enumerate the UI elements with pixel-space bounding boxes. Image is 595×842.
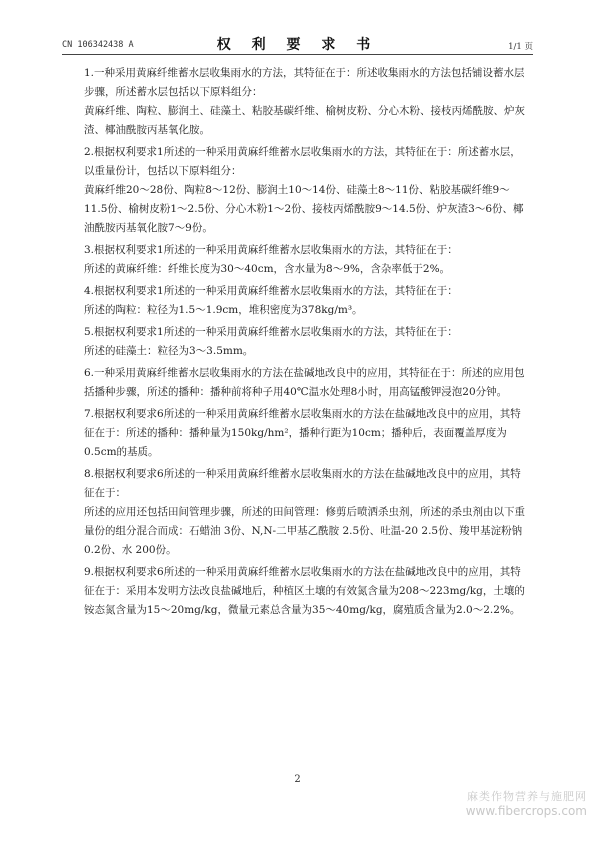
claim-5-detail: 所述的硅藻土：粒径为3～3.5mm。 bbox=[84, 345, 254, 357]
publication-number: CN 106342438 A bbox=[62, 40, 134, 50]
claim-4-text: 4.根据权利要求1所述的一种采用黄麻纤维蓄水层收集雨水的方法，其特征在于： bbox=[84, 285, 458, 297]
claim-1-components: 黄麻纤维、陶粒、膨润土、硅藻土、粘胶基碳纤维、榆树皮粉、分心木粉、接枝丙烯酰胺、炉灰渣、椰油酰胺丙基氧化胺。 bbox=[84, 105, 525, 136]
header-rule bbox=[62, 54, 533, 55]
watermark-site-name: 麻类作物营养与施肥网 bbox=[467, 790, 587, 803]
page-number: 2 bbox=[294, 774, 301, 785]
claim-3-detail: 所述的黄麻纤维：纤维长度为30～40cm，含水量为8～9%，含杂率低于2%。 bbox=[84, 263, 451, 275]
watermark-url: www.fibercrops.com bbox=[465, 804, 587, 818]
document-title: 权 利 要 求 书 bbox=[216, 37, 379, 53]
claim-3-text: 3.根据权利要求1所述的一种采用黄麻纤维蓄水层收集雨水的方法，其特征在于： bbox=[84, 244, 458, 256]
claim-1-text: 1.一种采用黄麻纤维蓄水层收集雨水的方法，其特征在于：所述收集雨水的方法包括铺设蓄水层步骤，所述蓄水层包括以下原料组分： bbox=[84, 67, 525, 98]
claim-4-detail: 所述的陶粒：粒径为1.5～1.9cm，堆积密度为378kg/m³。 bbox=[84, 304, 363, 316]
claim-2-components: 黄麻纤维20～28份、陶粒8～12份、膨润土10～14份、硅藻土8～11份、粘胶基碳纤维9～11.5份、榆树皮粉1～2.5份、分心木粉1～2份、接枝丙烯酰胺9～14.5份、炉灰渣3～6份、椰油酰胺丙基氧化胺7～9份。 bbox=[84, 184, 524, 234]
claim-5-text: 5.根据权利要求1所述的一种采用黄麻纤维蓄水层收集雨水的方法，其特征在于： bbox=[84, 326, 458, 338]
claim-8-detail: 所述的应用还包括田间管理步骤，所述的田间管理：修剪后喷洒杀虫剂，所述的杀虫剂由以下重量份的组分混合而成：石蜡油 3份、N,N-二甲基乙酰胺 2.5份、吐温-20 2.5份、羧甲基淀粉钠 0.2份、水 200份。 bbox=[84, 506, 525, 556]
claim-2-text: 2.根据权利要求1所述的一种采用黄麻纤维蓄水层收集雨水的方法，其特征在于：所述蓄水层，以重量份计，包括以下原料组分： bbox=[84, 146, 521, 177]
page-indicator: 1/1 页 bbox=[508, 42, 533, 52]
site-watermark bbox=[466, 790, 587, 818]
claims-body bbox=[84, 64, 529, 620]
page-header bbox=[62, 28, 533, 52]
claim-8-text: 8.根据权利要求6所述的一种采用黄麻纤维蓄水层收集雨水的方法在盐碱地改良中的应用，其特征在于： bbox=[84, 468, 521, 499]
claim-7-text: 7.根据权利要求6所述的一种采用黄麻纤维蓄水层收集雨水的方法在盐碱地改良中的应用，其特征在于：所述的播种：播种量为150kg/hm²，播种行距为10cm；播种后，表面覆盖厚度为0.5cm的基质。 bbox=[84, 408, 521, 458]
claim-6-text: 6.一种采用黄麻纤维蓄水层收集雨水的方法在盐碱地改良中的应用，其特征在于：所述的应用包括播种步骤，所述的播种：播种前将种子用40℃温水处理8小时，用高锰酸钾浸泡20分钟。 bbox=[84, 367, 525, 398]
claim-9-text: 9.根据权利要求6所述的一种采用黄麻纤维蓄水层收集雨水的方法在盐碱地改良中的应用，其特征在于：采用本发明方法改良盐碱地后，种植区土壤的有效氮含量为208～223mg/kg，土壤的铵态氮含量为15～20mg/kg，微量元素总含量为35～40mg/kg，腐殖质含量为2.0～2.2%。 bbox=[84, 566, 525, 616]
